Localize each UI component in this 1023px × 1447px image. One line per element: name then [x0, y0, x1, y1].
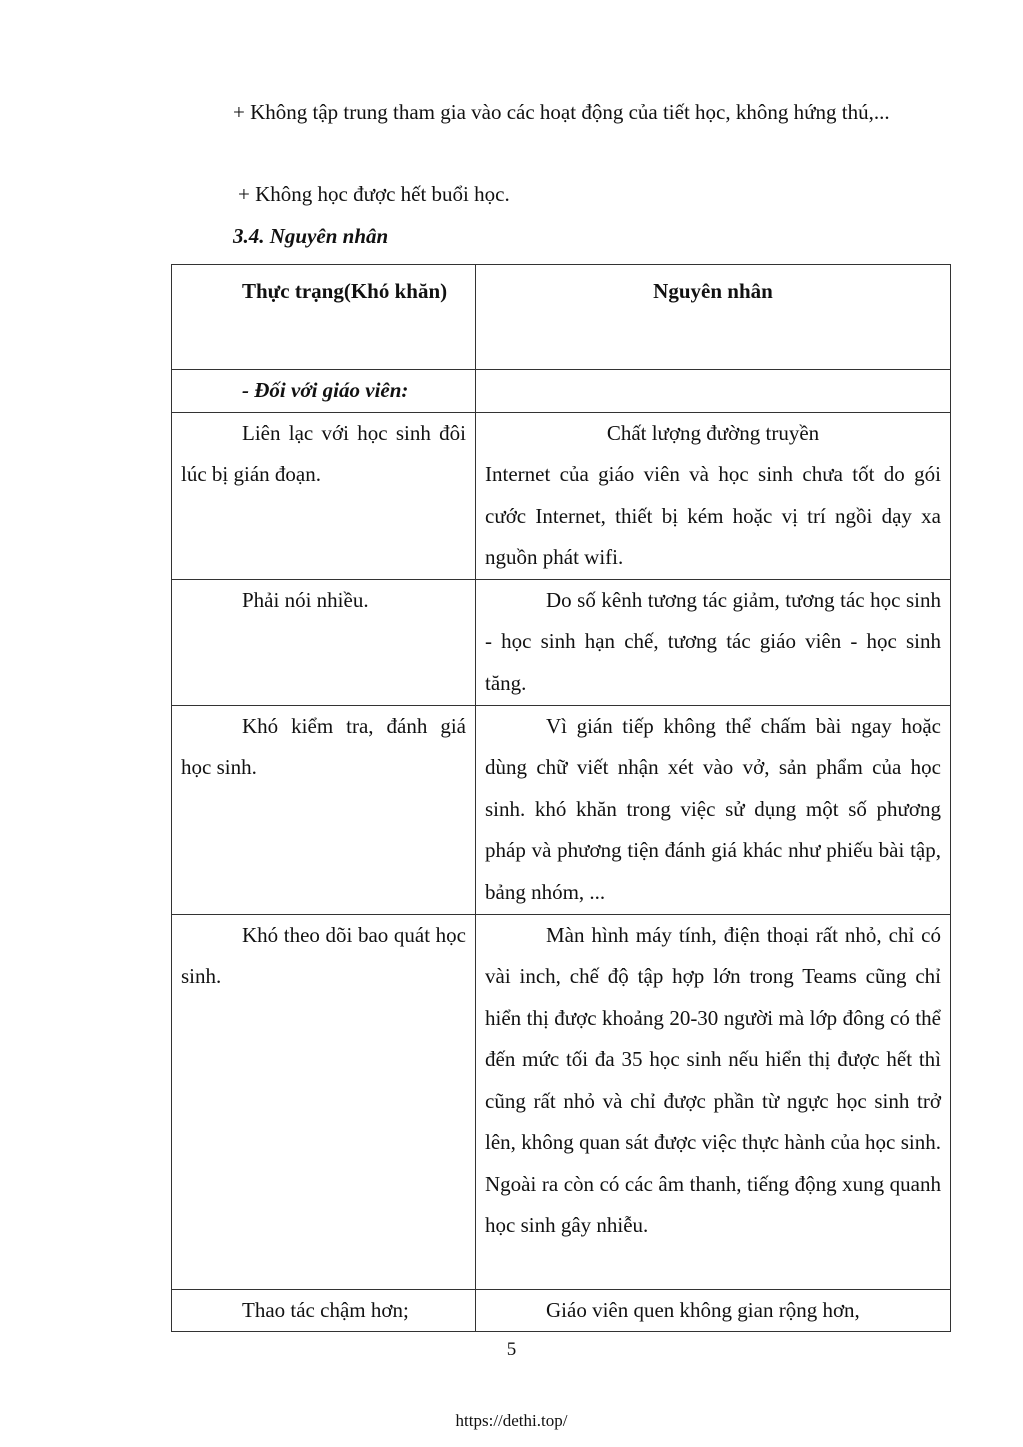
bullet-paragraph-not-focused: + Không tập trung tham gia vào các hoạt động của tiết học, không hứng thú,...	[233, 100, 890, 124]
cause-cell: Màn hình máy tính, điện thoại rất nhỏ, chỉ có vài inch, chế độ tập hợp lớn trong Teams cũng chỉ hiển thị được khoảng 20-30 người mà lớp đông có thể đến mức tối đa 35 học sinh nếu hiển thị được hết thì cũng rất nhỏ và chỉ được phần từ ngực học sinh trở lên, không quan sát được việc thực hành của học sinh. Ngoài ra còn có các âm thanh, tiếng động xung quanh học sinh gây nhiễu.	[476, 914, 951, 1289]
section-label-teacher: - Đối với giáo viên:	[172, 370, 476, 413]
table-row	[172, 914, 951, 1289]
section-empty-cell	[476, 370, 951, 413]
table-row	[172, 412, 951, 579]
header-difficulty: Thực trạng(Khó khăn)	[172, 265, 476, 370]
cause-cell: Giáo viên quen không gian rộng hơn,	[476, 1289, 951, 1332]
cause-cell	[476, 412, 951, 579]
page-number: 5	[506, 1339, 517, 1360]
causes-table	[171, 264, 951, 1332]
table-row	[172, 579, 951, 705]
cause-cell: Do số kênh tương tác giảm, tương tác học sinh - học sinh hạn chế, tương tác giáo viên - học sinh tăng.	[476, 579, 951, 705]
section-row	[172, 370, 951, 413]
difficulty-cell: Phải nói nhiều.	[172, 579, 476, 705]
cause-rest: Internet của giáo viên và học sinh chưa tốt do gói cước Internet, thiết bị kém hoặc vị trí ngồi dạy xa nguồn phát wifi.	[485, 462, 941, 569]
bullet-paragraph-not-finish: + Không học được hết buổi học.	[238, 182, 510, 206]
difficulty-cell: Liên lạc với học sinh đôi lúc bị gián đoạn.	[172, 412, 476, 579]
table-row	[172, 1289, 951, 1332]
cause-first-line: Chất lượng đường truyền	[606, 420, 820, 445]
table-row	[172, 705, 951, 914]
header-cause: Nguyên nhân	[476, 265, 951, 370]
cause-cell: Vì gián tiếp không thể chấm bài ngay hoặc dùng chữ viết nhận xét vào vở, sản phẩm của học sinh. khó khăn trong việc sử dụng một số phương pháp và phương tiện đánh giá khác như phiếu bài tập, bảng nhóm, ...	[476, 705, 951, 914]
table-header-row	[172, 265, 951, 370]
difficulty-cell: Thao tác chậm hơn;	[172, 1289, 476, 1332]
difficulty-cell: Khó kiểm tra, đánh giá học sinh.	[172, 705, 476, 914]
section-heading: 3.4. Nguyên nhân	[233, 224, 389, 248]
footer-url[interactable]: https://dethi.top/	[455, 1411, 568, 1430]
difficulty-cell: Khó theo dõi bao quát học sinh.	[172, 914, 476, 1289]
